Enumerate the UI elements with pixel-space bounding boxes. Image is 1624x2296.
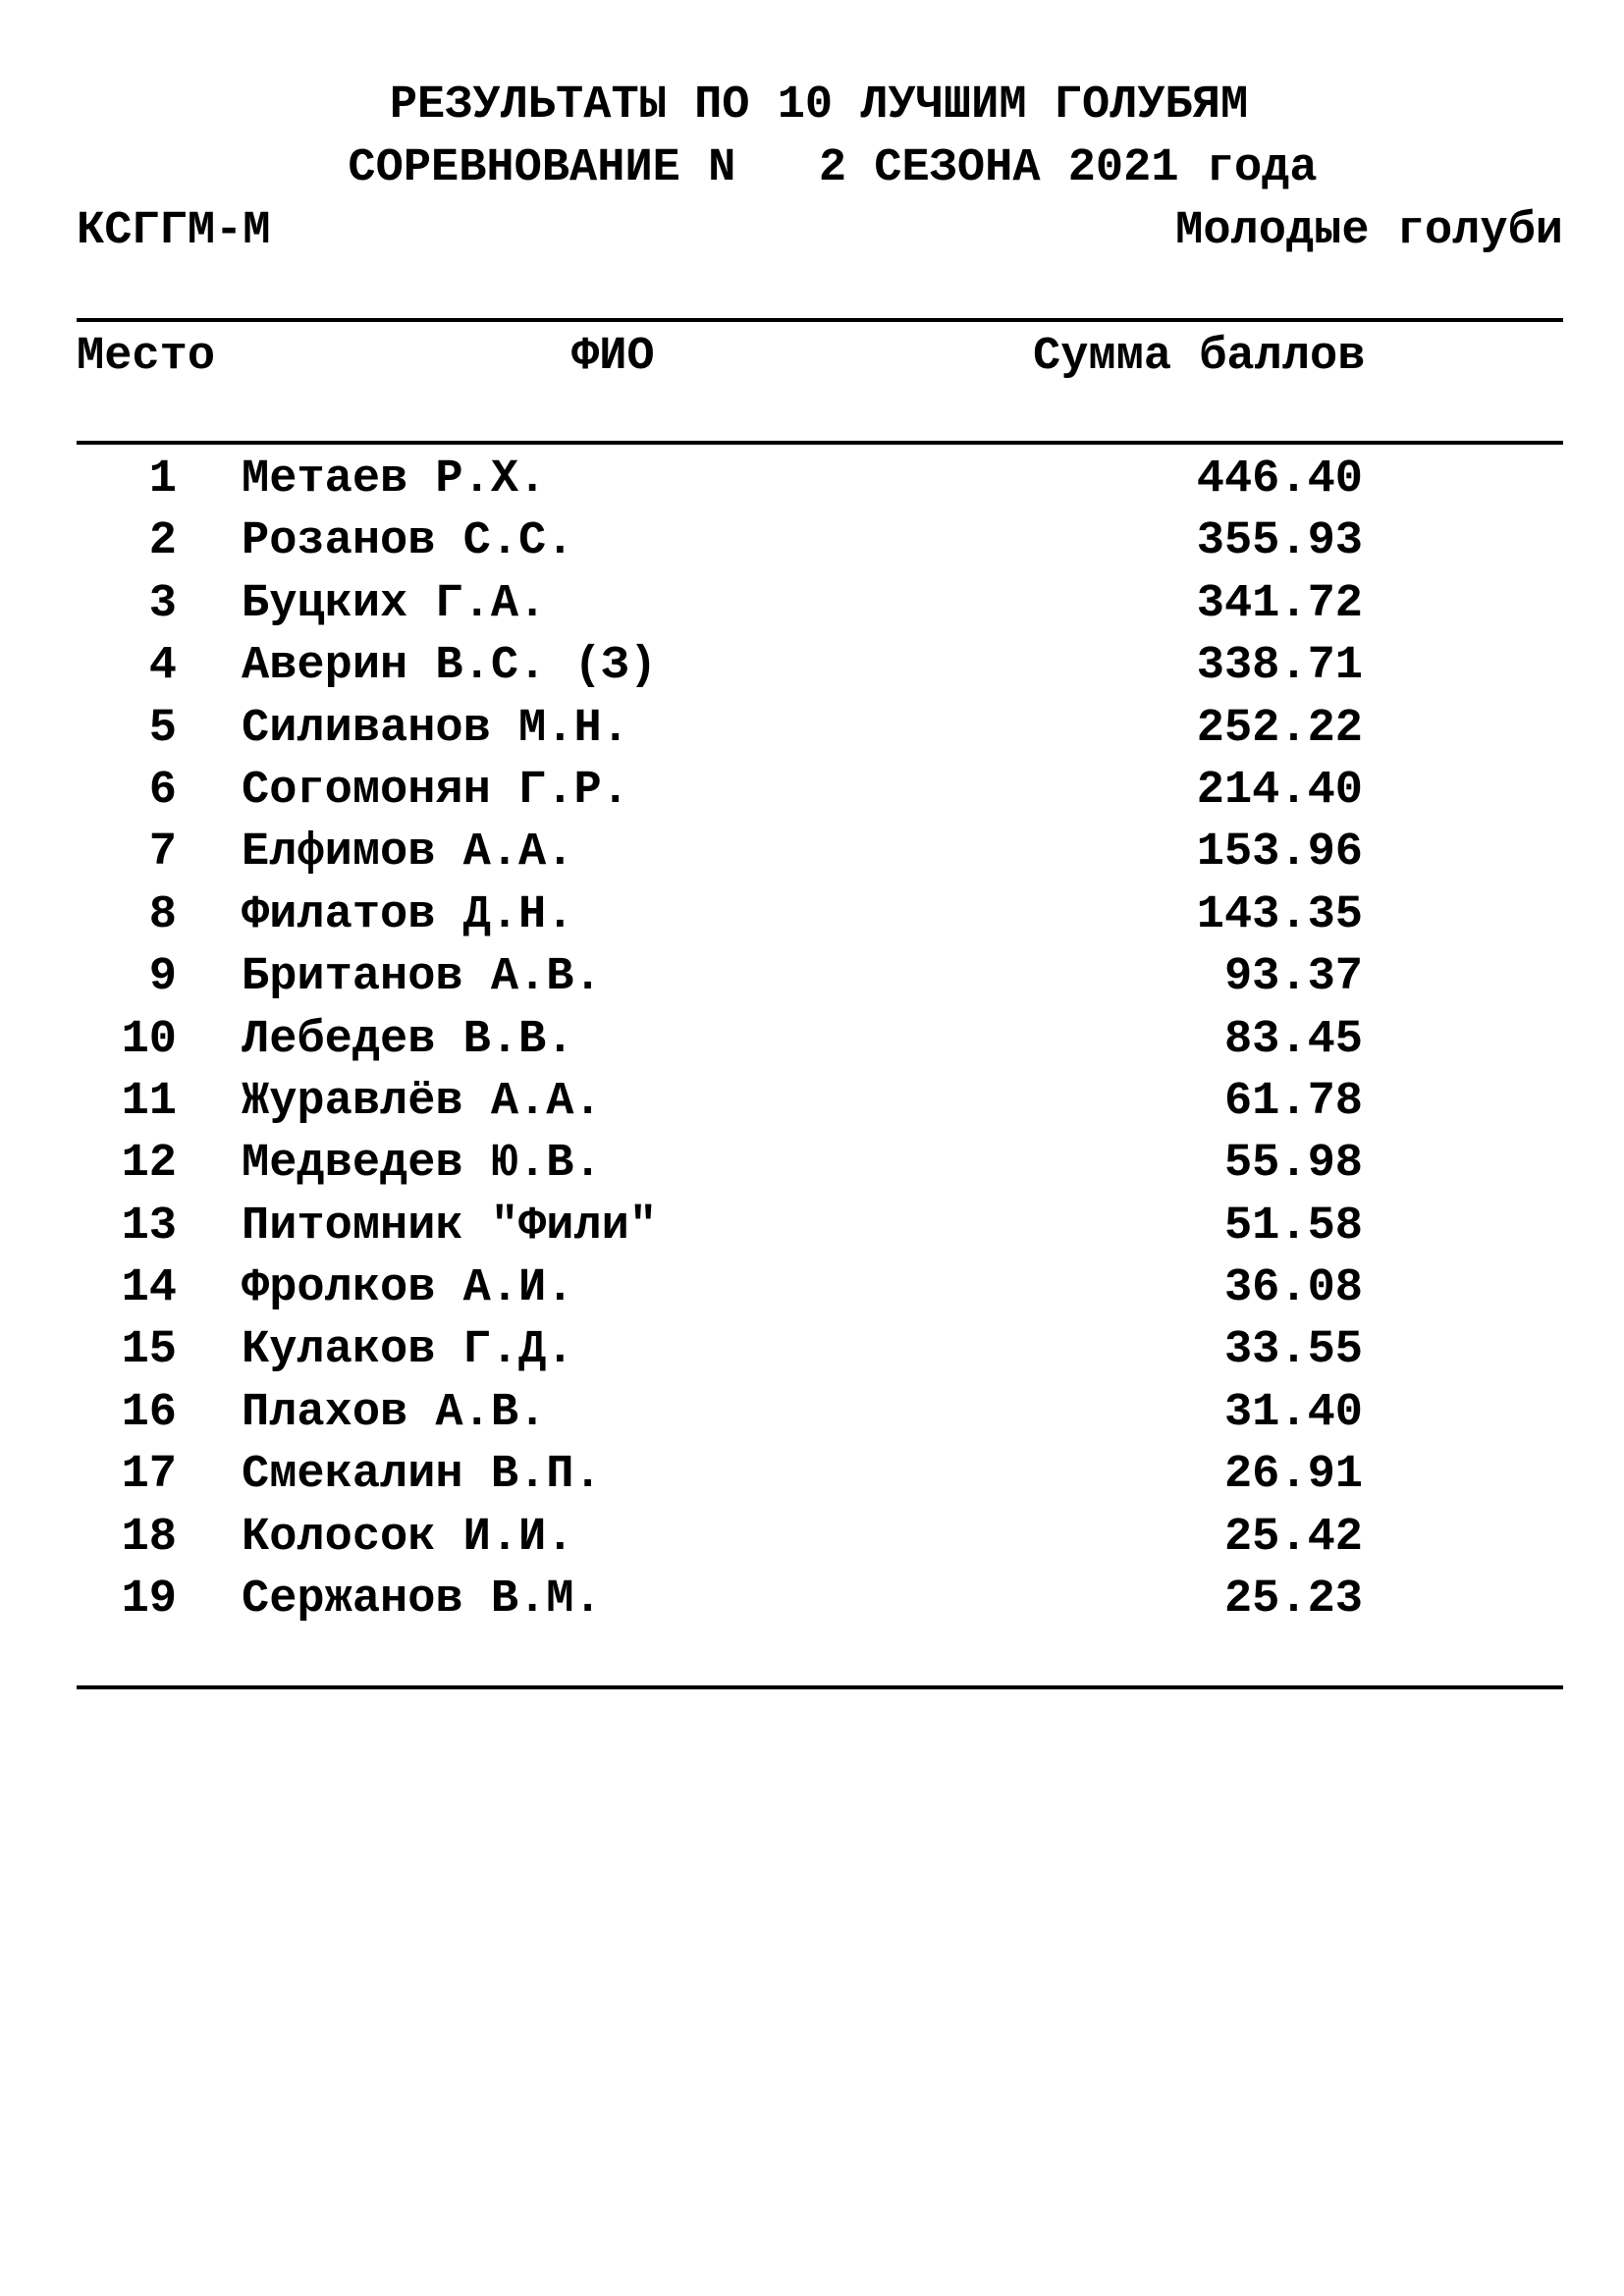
table-row — [0, 702, 1624, 768]
table-row — [0, 640, 1624, 705]
row-place: 5 — [148, 702, 177, 755]
row-place: 14 — [121, 1262, 177, 1315]
row-score: 153.96 — [1196, 827, 1363, 880]
row-score: 446.40 — [1196, 454, 1363, 506]
row-score: 51.58 — [1223, 1200, 1363, 1253]
row-score: 25.23 — [1223, 1574, 1363, 1627]
row-score: 252.22 — [1196, 702, 1363, 755]
table-row — [0, 1138, 1624, 1202]
table-row — [0, 1576, 1624, 1638]
row-name: Журавлёв А.А. — [242, 1075, 602, 1128]
row-name: Плахов А.В. — [242, 1386, 547, 1439]
organization-label: КСГГМ-М — [77, 205, 271, 257]
row-place: 10 — [121, 1013, 177, 1066]
table-row — [0, 888, 1624, 954]
row-name: Фролков А.И. — [242, 1262, 574, 1315]
row-name: Питомник "Фили" — [242, 1200, 658, 1253]
table-row — [0, 1200, 1624, 1265]
table-row — [0, 577, 1624, 643]
table-row — [0, 1324, 1624, 1389]
row-place: 12 — [121, 1138, 177, 1191]
row-name: Согомонян Г.Р. — [242, 764, 629, 817]
table-row — [0, 1449, 1624, 1514]
row-place: 17 — [121, 1449, 177, 1502]
row-name: Елфимов А.А. — [242, 827, 574, 880]
row-name: Медведев Ю.В. — [242, 1138, 602, 1191]
row-name: Сержанов В.М. — [242, 1574, 602, 1627]
row-place: 7 — [148, 827, 177, 880]
title-line-1: РЕЗУЛЬТАТЫ ПО 10 ЛУЧШИМ ГОЛУБЯМ — [389, 80, 1249, 132]
table-row — [0, 764, 1624, 829]
table-row — [0, 829, 1624, 891]
row-place: 9 — [148, 951, 177, 1004]
table-row — [0, 1511, 1624, 1576]
row-score: 355.93 — [1196, 515, 1363, 568]
row-score: 33.55 — [1223, 1324, 1363, 1377]
row-place: 1 — [148, 454, 177, 506]
row-name: Колосок И.И. — [242, 1511, 574, 1564]
row-name: Британов А.В. — [242, 951, 602, 1004]
row-score: 214.40 — [1196, 764, 1363, 817]
row-name: Филатов Д.Н. — [242, 888, 574, 941]
row-score: 55.98 — [1223, 1138, 1363, 1191]
row-place: 8 — [148, 888, 177, 941]
category-label: Молодые голуби — [1175, 205, 1563, 257]
results-table — [0, 456, 1624, 1638]
row-place: 16 — [121, 1386, 177, 1439]
table-row — [0, 951, 1624, 1016]
row-place: 3 — [148, 577, 177, 630]
column-header-place: Место — [77, 331, 216, 383]
table-row — [0, 1386, 1624, 1452]
bottom-divider — [77, 1685, 1563, 1689]
row-name: Аверин В.С. (З) — [242, 640, 658, 693]
row-place: 18 — [121, 1511, 177, 1564]
table-row — [0, 515, 1624, 580]
row-score: 26.91 — [1223, 1449, 1363, 1502]
row-score: 341.72 — [1196, 577, 1363, 630]
column-header-name: ФИО — [571, 331, 655, 383]
row-name: Розанов С.С. — [242, 515, 574, 568]
row-name: Лебедев В.В. — [242, 1013, 574, 1066]
row-place: 13 — [121, 1200, 177, 1253]
table-row — [0, 1013, 1624, 1079]
column-header-score: Сумма баллов — [1033, 331, 1366, 383]
table-row — [0, 1262, 1624, 1327]
row-place: 2 — [148, 515, 177, 568]
row-score: 36.08 — [1223, 1262, 1363, 1315]
row-score: 338.71 — [1196, 640, 1363, 693]
table-row — [0, 1075, 1624, 1141]
table-row — [0, 456, 1624, 518]
row-name: Метаев Р.Х. — [242, 454, 547, 506]
row-name: Смекалин В.П. — [242, 1449, 602, 1502]
row-score: 143.35 — [1196, 888, 1363, 941]
header-divider — [77, 441, 1563, 445]
row-place: 11 — [121, 1075, 177, 1128]
row-score: 25.42 — [1223, 1511, 1363, 1564]
row-score: 83.45 — [1223, 1013, 1363, 1066]
row-place: 6 — [148, 764, 177, 817]
top-divider — [77, 318, 1563, 322]
row-name: Кулаков Г.Д. — [242, 1324, 574, 1377]
row-place: 15 — [121, 1324, 177, 1377]
row-score: 93.37 — [1223, 951, 1363, 1004]
row-score: 61.78 — [1223, 1075, 1363, 1128]
row-name: Силиванов М.Н. — [242, 702, 629, 755]
row-place: 4 — [148, 640, 177, 693]
title-line-2: СОРЕВНОВАНИЕ N 2 СЕЗОНА 2021 года — [348, 142, 1318, 194]
row-name: Буцких Г.А. — [242, 577, 547, 630]
row-score: 31.40 — [1223, 1386, 1363, 1439]
row-place: 19 — [121, 1574, 177, 1627]
